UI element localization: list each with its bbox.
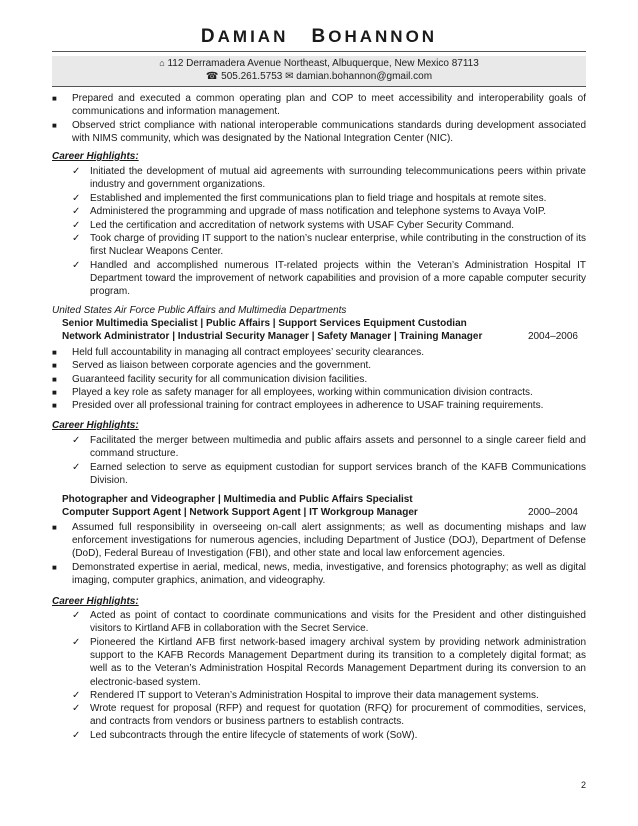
list-item: ■ Demonstrated expertise in aerial, medical, news, media, investigative, and forensics photography; as well as digital imaging, computer graphics, animation, and videography. bbox=[52, 562, 586, 587]
highlight-item: ✓ Took charge of providing IT support to the nation’s nuclear enterprise, while contributing in the construction of its first Nuclear Weapons Center. bbox=[72, 233, 586, 258]
phone-icon: ☎ bbox=[205, 71, 219, 82]
career-highlights-heading: Career Highlights: bbox=[52, 420, 139, 431]
highlight-item: ✓ Pioneered the Kirtland AFB first network-based imagery archival system by providing network administration support to the KAFB Records Management Department during its transition to a completely digital format; as well as to the Veteran’s Administration Hospital Records Management Department during its conversion to an electronic-based system. bbox=[72, 637, 586, 688]
job-title: Computer Support Agent | Network Support Agent | IT Workgroup Manager bbox=[62, 507, 418, 518]
square-bullet-icon: ■ bbox=[52, 401, 57, 410]
square-bullet-icon: ■ bbox=[52, 388, 57, 397]
list-item: ■ Assumed full responsibility in overseeing on-call alert assignments; as well as documenting mishaps and law enforcement investigations for numerous agencies, including Department of Justice (DOJ), Department of Defense (DoD), Federal Bureau of Investigation (FBI), and other state and local law enforcement agencies. bbox=[52, 522, 586, 560]
highlight-item: ✓ Handled and accomplished numerous IT-related projects within the Veteran’s Administration Hospital IT Department toward the improvement of network capabilities and provision of a more capable computer security program. bbox=[72, 260, 586, 298]
candidate-name: DAMIAN BOHANNON bbox=[200, 26, 438, 47]
header-rule-bottom bbox=[52, 86, 586, 87]
checkmark-icon: ✓ bbox=[72, 462, 81, 473]
highlight-item: ✓ Established and implemented the first communications plan to field triage and hospitals at remote sites. bbox=[72, 193, 547, 204]
checkmark-icon: ✓ bbox=[72, 193, 81, 204]
checkmark-icon: ✓ bbox=[72, 166, 81, 177]
organization-name: United States Air Force Public Affairs and Multimedia Departments bbox=[52, 305, 347, 316]
highlight-item: ✓ Administered the programming and upgrade of mass notification and telephone systems to Avaya VoIP. bbox=[72, 206, 547, 217]
checkmark-icon: ✓ bbox=[72, 637, 81, 648]
email-link[interactable]: damian.bohannon@gmail.com bbox=[296, 71, 433, 82]
highlight-item: ✓ Led subcontracts through the entire lifecycle of statements of work (SoW). bbox=[72, 730, 418, 741]
checkmark-icon: ✓ bbox=[72, 703, 81, 714]
envelope-icon: ✉ bbox=[285, 71, 294, 82]
checkmark-icon: ✓ bbox=[72, 260, 81, 271]
list-item: ■ Guaranteed facility security for all communication division facilities. bbox=[52, 374, 368, 385]
square-bullet-icon: ■ bbox=[52, 348, 57, 357]
highlight-item: ✓ Acted as point of contact to coordinate communications and visits for the President and other distinguished visitors to Kirtland AFB in collaboration with the Secret Service. bbox=[72, 610, 586, 635]
square-bullet-icon: ■ bbox=[52, 121, 57, 130]
square-bullet-icon: ■ bbox=[52, 361, 57, 370]
career-highlights-heading: Career Highlights: bbox=[52, 151, 139, 162]
checkmark-icon: ✓ bbox=[72, 730, 81, 741]
checkmark-icon: ✓ bbox=[72, 690, 81, 701]
page-number: 2 bbox=[580, 780, 586, 790]
list-item: ■ Presided over all professional training for contract employees in adherence to USAF training requirements. bbox=[52, 400, 544, 411]
job-title: Photographer and Videographer | Multimedia and Public Affairs Specialist bbox=[62, 494, 413, 505]
list-item: ■ Prepared and executed a common operating plan and COP to meet accessibility and interoperability goals of communications and information management. bbox=[52, 93, 586, 118]
checkmark-icon: ✓ bbox=[72, 206, 81, 217]
job-dates: 2004–2006 bbox=[527, 331, 578, 342]
highlight-item: ✓ Led the certification and accreditation of network systems with USAF Cyber Security Command. bbox=[72, 220, 515, 231]
checkmark-icon: ✓ bbox=[72, 220, 81, 231]
job-dates: 2000–2004 bbox=[527, 507, 578, 518]
list-item: ■ Played a key role as safety manager for all employees, working within communication division contracts. bbox=[52, 387, 533, 398]
checkmark-icon: ✓ bbox=[72, 610, 81, 621]
list-item: ■ Served as liaison between corporate agencies and the government. bbox=[52, 360, 372, 371]
square-bullet-icon: ■ bbox=[52, 375, 57, 384]
square-bullet-icon: ■ bbox=[52, 563, 57, 572]
career-highlights-heading: Career Highlights: bbox=[52, 596, 139, 607]
job-title: Network Administrator | Industrial Security Manager | Safety Manager | Training Manager bbox=[62, 331, 483, 342]
list-item: ■ Observed strict compliance with national interoperable communications standards during development associated with NIMS community, which was designated by the National Integration Center (NIC). bbox=[52, 120, 586, 145]
highlight-item: ✓ Rendered IT support to Veteran’s Administration Hospital to improve their data management systems. bbox=[72, 690, 539, 701]
home-icon: ⌂ bbox=[159, 58, 165, 68]
highlight-item: ✓ Earned selection to serve as equipment custodian for support services branch of the KAFB Communications Division. bbox=[72, 462, 586, 487]
list-item: ■ Held full accountability in managing all contract employees’ security clearances. bbox=[52, 347, 425, 358]
square-bullet-icon: ■ bbox=[52, 523, 57, 532]
contact-line: ☎ 505.261.5753 ✉ damian.bohannon@gmail.com bbox=[205, 71, 433, 82]
highlight-item: ✓ Facilitated the merger between multimedia and public affairs assets and personnel to a single career field and command structure. bbox=[72, 435, 586, 460]
job-title: Senior Multimedia Specialist | Public Affairs | Support Services Equipment Custodian bbox=[62, 318, 467, 329]
header-rule-top bbox=[52, 51, 586, 52]
square-bullet-icon: ■ bbox=[52, 94, 57, 103]
highlight-item: ✓ Wrote request for proposal (RFP) and request for quotation (RFQ) for procurement of commodities, services, and contracts from vendors or business partners to establish contracts. bbox=[72, 703, 586, 728]
checkmark-icon: ✓ bbox=[72, 233, 81, 244]
highlight-item: ✓ Initiated the development of mutual aid agreements with surrounding telecommunications peers within private industry and government organizations. bbox=[72, 166, 586, 191]
checkmark-icon: ✓ bbox=[72, 435, 81, 446]
address-line: ⌂ 112 Derramadera Avenue Northeast, Albuquerque, New Mexico 87113 bbox=[159, 58, 479, 69]
